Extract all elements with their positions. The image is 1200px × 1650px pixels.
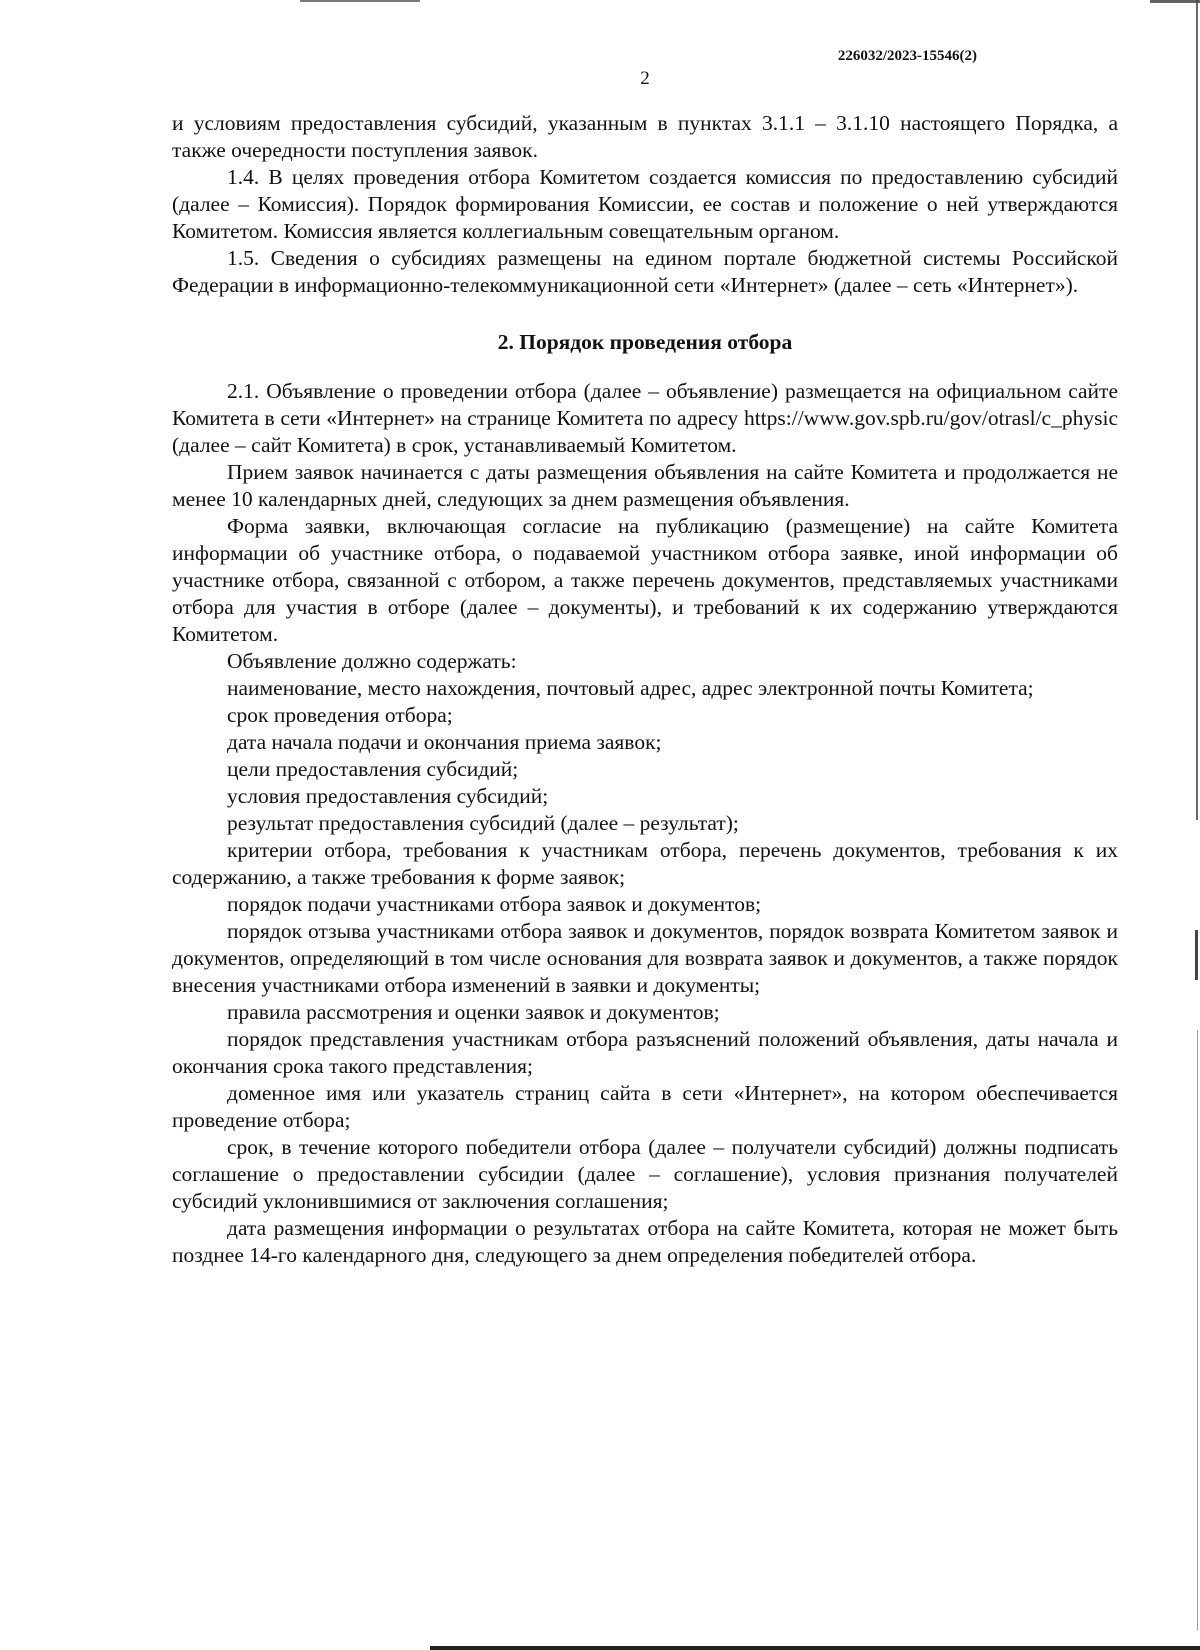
paragraph: Форма заявки, включающая согласие на публикацию (размещение) на сайте Комитета информации об участнике отбора, о подаваемой участником отбора заявке, иной информации об участнике отбора, связанной с отбором, а также перечень документов, представляемых участниками отбора для участия в отборе (далее – документы), и требований к их содержанию утверждаются Комитетом. [172, 514, 1118, 646]
paragraph: Объявление должно содержать: [227, 649, 517, 673]
list-item: цели предоставления субсидий; [227, 757, 519, 781]
paragraph: и условиям предоставления субсидий, указанным в пунктах 3.1.1 – 3.1.10 настоящего Порядка, а также очередности поступления заявок. [172, 111, 1118, 162]
section-heading: 2. Порядок проведения отбора [497, 330, 793, 354]
list-item: доменное имя или указатель страниц сайта в сети «Интернет», на котором обеспечивается проведение отбора; [172, 1081, 1118, 1132]
list-item: критерии отбора, требования к участникам отбора, перечень документов, требования к их содержанию, а также требования к форме заявок; [172, 838, 1118, 889]
document-body [172, 110, 1118, 1269]
list-item: порядок представления участникам отбора разъяснений положений объявления, даты начала и окончания срока такого представления; [172, 1027, 1118, 1078]
document-id: 226032/2023-15546(2) [837, 48, 977, 64]
page-number: 2 [640, 68, 650, 89]
list-item: результат предоставления субсидий (далее – результат); [227, 811, 739, 835]
scan-edge-line-1 [1196, 0, 1198, 820]
list-item: срок, в течение которого победители отбора (далее – получатели субсидий) должны подписать соглашение о предоставлении субсидии (далее – соглашение), условия признания получателей субсидий уклонившимися от заключения соглашения; [172, 1135, 1118, 1213]
list-item: порядок подачи участниками отбора заявок и документов; [227, 892, 762, 916]
list-item: дата размещения информации о результатах отбора на сайте Комитета, которая не может быть позднее 14-го календарного дня, следующего за днем определения победителей отбора. [172, 1216, 1118, 1267]
list-item: дата начала подачи и окончания приема заявок; [227, 730, 662, 754]
scan-edge-line-2 [1195, 930, 1198, 980]
paragraph: 1.5. Сведения о субсидиях размещены на едином портале бюджетной системы Российской Федерации в информационно-телекоммуникационной сети «Интернет» (далее – сеть «Интернет»). [172, 246, 1118, 297]
scan-artifact-top-right [1150, 0, 1200, 3]
scan-edge-line-3 [1197, 1030, 1198, 1630]
list-item: условия предоставления субсидий; [227, 784, 549, 808]
paragraph: 2.1. Объявление о проведении отбора (далее – объявление) размещается на официальном сайте Комитета в сети «Интернет» на странице Комитета по адресу https://www.gov.spb.ru/gov/otrasl/c_physic (далее – сайт Комитета) в срок, устанавливаемый Комитетом. [172, 379, 1118, 457]
scan-artifact-top-left [300, 0, 420, 2]
list-item: правила рассмотрения и оценки заявок и документов; [227, 1000, 720, 1024]
paragraph: 1.4. В целях проведения отбора Комитетом создается комиссия по предоставлению субсидий (далее – Комиссия). Порядок формирования Комиссии, ее состав и положение о ней утверждаются Комитетом. Комиссия является коллегиальным совещательным органом. [172, 165, 1118, 243]
paragraph: Прием заявок начинается с даты размещения объявления на сайте Комитета и продолжается не менее 10 календарных дней, следующих за днем размещения объявления. [172, 460, 1118, 511]
list-item: срок проведения отбора; [227, 703, 453, 727]
scan-edge-bottom [430, 1646, 1200, 1650]
list-item: порядок отзыва участниками отбора заявок и документов, порядок возврата Комитетом заявок и документов, определяющий в том числе основания для возврата заявок и документов, а также порядок внесения участниками отбора изменений в заявки и документы; [172, 919, 1118, 997]
list-item: наименование, место нахождения, почтовый адрес, адрес электронной почты Комитета; [227, 676, 1034, 700]
